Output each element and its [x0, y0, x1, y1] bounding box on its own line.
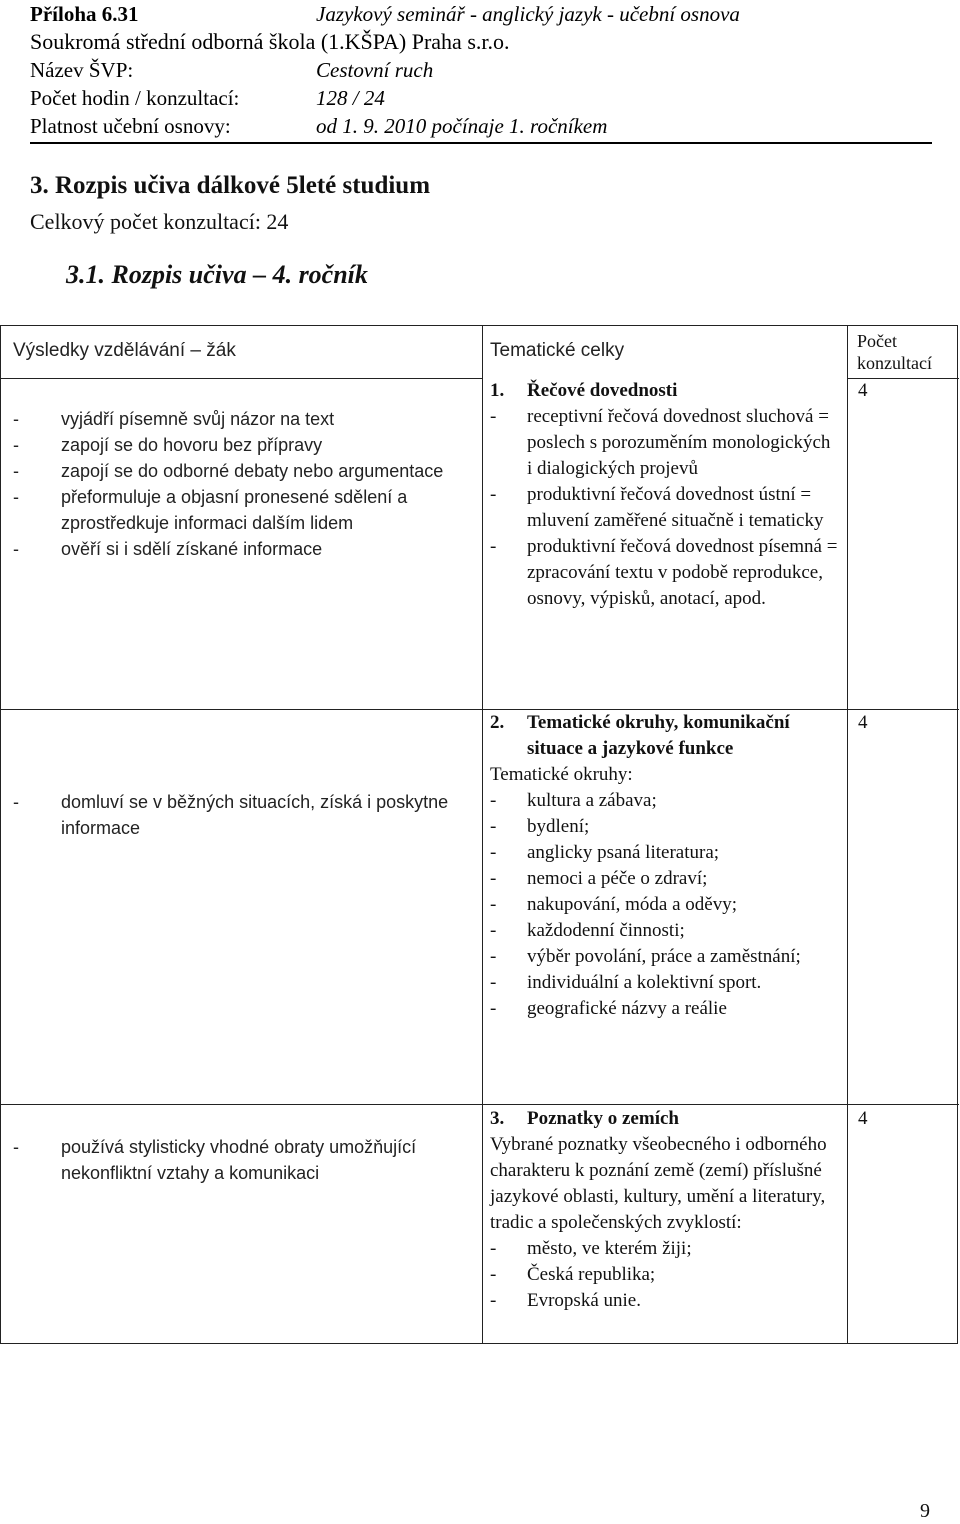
- bullet-dash: -: [490, 816, 497, 837]
- header-row-appendix: [30, 0, 935, 28]
- bullet-dash: -: [490, 972, 497, 993]
- result-item: - vyjádří písemně svůj názor na text: [13, 406, 478, 432]
- bullet-dash: -: [490, 536, 497, 557]
- row2-topics: [490, 710, 840, 1022]
- curriculum-table: [0, 325, 958, 1344]
- topic-item: - receptivní řečová dovednost sluchová = poslech s porozuměním monologických i dialogických projevů: [490, 406, 831, 479]
- bullet-dash: -: [490, 1290, 497, 1311]
- header-topics: Tematické celky: [490, 340, 625, 361]
- bullet-dash: -: [13, 487, 19, 507]
- header-row-hours: [30, 84, 935, 112]
- topic-item: - kultura a zábava;: [490, 788, 840, 814]
- appendix-label: Příloha 6.31: [30, 2, 139, 26]
- header-results: Výsledky vzdělávání – žák: [13, 340, 236, 361]
- bullet-dash: -: [490, 484, 497, 505]
- topic-item: - geografické názvy a reálie: [490, 996, 840, 1022]
- header-row-divider: [847, 378, 959, 379]
- topic-intro: Tematické okruhy:: [490, 764, 633, 785]
- bullet-dash: -: [13, 435, 19, 455]
- header-count: [857, 330, 932, 374]
- column-divider: [482, 326, 483, 1343]
- bullet-dash: -: [490, 1264, 497, 1285]
- row1-results: [13, 406, 478, 562]
- result-item: - ověří si i sdělí získané informace: [13, 536, 478, 562]
- topic-item: - Česká republika;: [490, 1262, 840, 1288]
- row3-results: [13, 1134, 478, 1186]
- topic-item: - individuální a kolektivní sport.: [490, 970, 840, 996]
- topic-heading: 2. Tematické okruhy, komunikační situace a jazykové funkce: [490, 712, 790, 759]
- bullet-dash: -: [490, 790, 497, 811]
- header-count-line1: Počet: [857, 331, 897, 351]
- row2-count: 4: [858, 712, 868, 733]
- bullet-dash: -: [13, 1137, 19, 1157]
- row3-count: 4: [858, 1108, 868, 1129]
- page-number: 9: [920, 1500, 930, 1522]
- header-row-validity: [30, 112, 935, 140]
- header-row-school: [30, 28, 935, 56]
- topic-item: - anglicky psaná literatura;: [490, 840, 840, 866]
- row1-count: 4: [858, 380, 868, 401]
- bullet-dash: -: [13, 539, 19, 559]
- result-item: - zapojí se do hovoru bez přípravy: [13, 432, 478, 458]
- svp-label: Název ŠVP:: [30, 58, 134, 82]
- bullet-dash: -: [490, 868, 497, 889]
- topic-item: - každodenní činnosti;: [490, 918, 840, 944]
- hours-value: 128 / 24: [316, 86, 385, 110]
- section-title: 3. Rozpis učiva dálkové 5leté studium: [30, 172, 431, 199]
- result-item: - přeformuluje a objasní pronesené sdělení a zprostředkuje informaci dalším lidem: [13, 484, 478, 536]
- total-consultations: Celkový počet konzultací: 24: [30, 209, 289, 234]
- bullet-dash: -: [13, 461, 19, 481]
- header-count-line2: konzultací: [857, 353, 932, 373]
- subsection-title: 3.1. Rozpis učiva – 4. ročník: [66, 260, 368, 289]
- topic-heading: 1. Řečové dovednosti: [490, 380, 678, 401]
- header-row-svp: [30, 56, 935, 84]
- bullet-dash: -: [490, 406, 497, 427]
- topic-heading: 3. Poznatky o zemích: [490, 1108, 679, 1129]
- topic-item: - Evropská unie.: [490, 1288, 840, 1314]
- result-item: - domluví se v běžných situacích, získá i poskytne informace: [13, 789, 478, 841]
- topic-item: - nakupování, móda a oděvy;: [490, 892, 840, 918]
- topic-item: - produktivní řečová dovednost písemná = zpracování textu v podobě reprodukce, osnovy, výpisků, anotací, apod.: [490, 536, 838, 609]
- document-header: [30, 0, 935, 140]
- validity-value: od 1. 9. 2010 počínaje 1. ročníkem: [316, 114, 608, 138]
- school-name: Soukromá střední odborná škola (1.KŠPA) Praha s.r.o.: [30, 29, 510, 54]
- bullet-dash: -: [490, 842, 497, 863]
- syllabus-title: Jazykový seminář - anglický jazyk - učební osnova: [316, 2, 740, 26]
- bullet-dash: -: [490, 1238, 497, 1259]
- topic-item: - nemoci a péče o zdraví;: [490, 866, 840, 892]
- hours-label: Počet hodin / konzultací:: [30, 86, 240, 110]
- topic-intro: Vybrané poznatky všeobecného i odborného charakteru k poznání země (zemí) příslušné jazykové oblasti, kultury, umění a literatury, tradic a společenských zvyklostí:: [490, 1134, 827, 1233]
- bullet-dash: -: [490, 894, 497, 915]
- bullet-dash: -: [13, 409, 19, 429]
- result-item: - zapojí se do odborné debaty nebo argumentace: [13, 458, 478, 484]
- validity-label: Platnost učební osnovy:: [30, 114, 231, 138]
- header-row-divider: [1, 378, 482, 379]
- topic-item: - výběr povolání, práce a zaměstnání;: [490, 944, 840, 970]
- bullet-dash: -: [490, 920, 497, 941]
- svp-value: Cestovní ruch: [316, 58, 434, 82]
- bullet-dash: -: [490, 946, 497, 967]
- topic-item: - město, ve kterém žiji;: [490, 1236, 840, 1262]
- row3-topics: [490, 1106, 840, 1314]
- topic-item: - produktivní řečová dovednost ústní = mluvení zaměřené situačně i tematicky: [490, 484, 824, 531]
- row1-topics: [490, 378, 840, 612]
- bullet-dash: -: [13, 792, 19, 812]
- bullet-dash: -: [490, 998, 497, 1019]
- header-divider: [30, 142, 932, 144]
- row2-results: [13, 789, 478, 841]
- result-item: - používá stylisticky vhodné obraty umožňující nekonfliktní vztahy a komunikaci: [13, 1134, 478, 1186]
- column-divider: [847, 326, 848, 1343]
- row-divider: [1, 1104, 959, 1105]
- topic-item: - bydlení;: [490, 814, 840, 840]
